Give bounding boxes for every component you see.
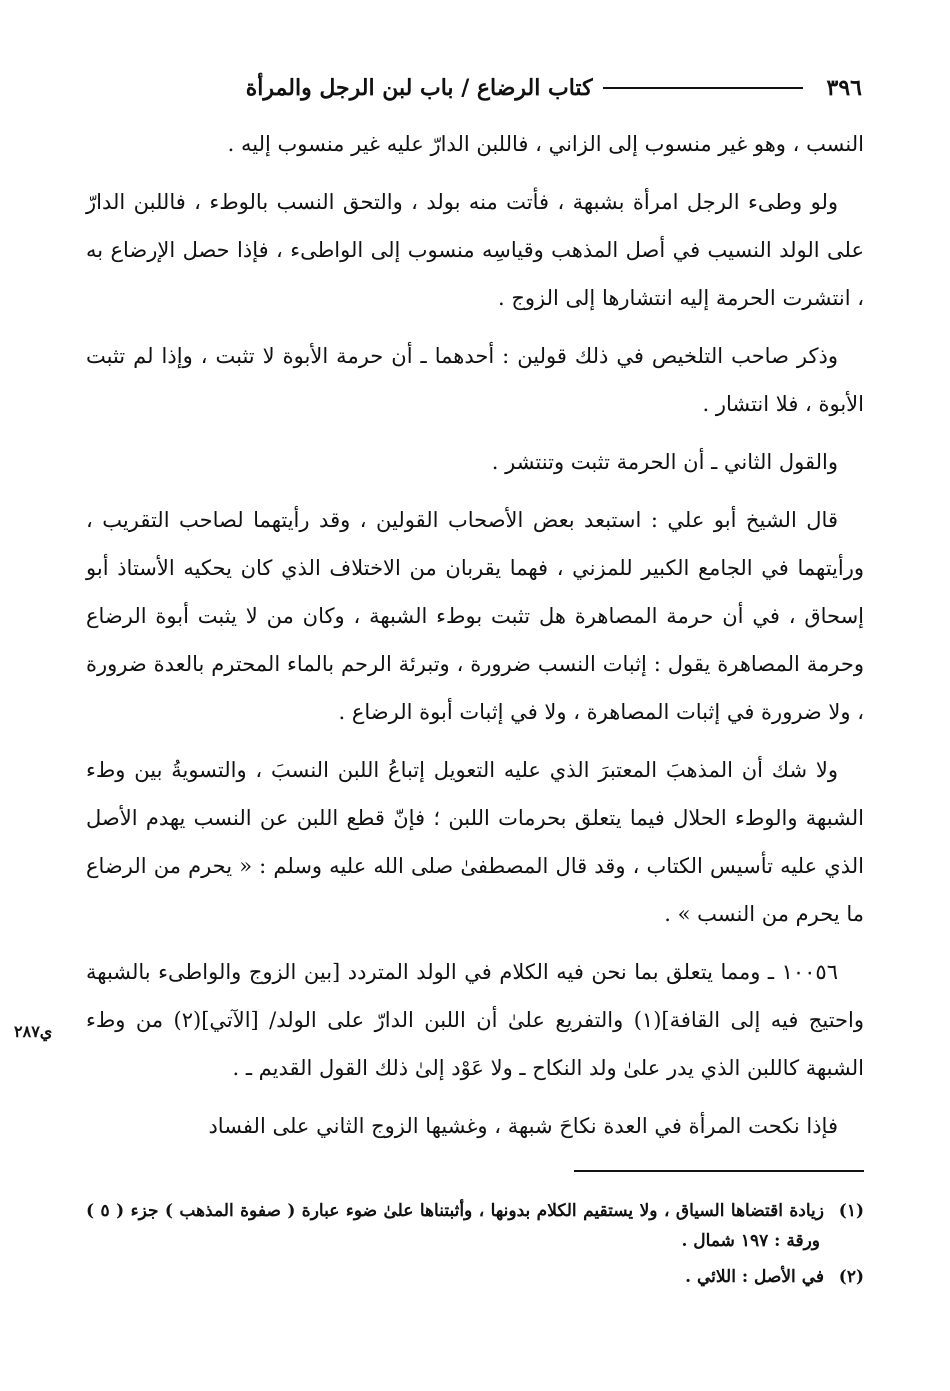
footnote-number: (٢) (838, 1267, 864, 1287)
running-title: كتاب الرضاع / باب لبن الرجل والمرأة (245, 75, 593, 101)
margin-reference: ي٢٨٧ (14, 1022, 53, 1041)
paragraph: والقول الثاني ـ أن الحرمة تثبت وتنتشر . (491, 450, 838, 474)
header-rule (603, 87, 803, 89)
footnote (86, 1196, 864, 1256)
paragraph: وذكر صاحب التلخيص في ذلك قولين : أحدهما ـ أن حرمة الأبوة لا تثبت ، وإذا لم تثبت الأبوة ، فلا انتشار . (86, 344, 864, 416)
page-header (88, 68, 862, 108)
paragraph: ولو وطىء الرجل امرأة بشبهة ، فأتت منه بولد ، والتحق النسب بالوطء ، فاللبن الدارّ على الولد النسيب في أصل المذهب وقياسِه منسوب إلى الواطىء ، فإذا حصل الإرضاع به ، انتشرت الحرمة إليه انتشارها إلى الزوج . (86, 190, 864, 310)
footnote (86, 1262, 864, 1292)
paragraph: قال الشيخ أبو علي : استبعد بعض الأصحاب القولين ، وقد رأيتهما لصاحب التقريب ، ورأيتهما في الجامع الكبير للمزني ، فهما يقربان من الاختلاف الذي كان يحكيه الأستاذ أبو إسحاق ، في أن حرمة المصاهرة هل تثبت بوطء الشبهة ، وكان من لا يثبت أبوة الرضاع وحرمة المصاهرة يقول : إثبات النسب ضرورة ، وتبرئة الرحم بالماء المحترم بالعدة ضرورة ، ولا ضرورة في إثبات المصاهرة ، ولا في إثبات أبوة الرضاع . (86, 508, 864, 724)
footnote-number: (١) (838, 1201, 864, 1221)
page-number: ٣٩٦ (826, 75, 862, 101)
footnote-text: زيادة اقتضاها السياق ، ولا يستقيم الكلام بدونها ، وأثبتناها علىٰ ضوء عبارة ( صفوة المذهب ) جزء ( ٥ ) ورقة : ١٩٧ شمال . (86, 1201, 824, 1251)
paragraph: النسب ، وهو غير منسوب إلى الزاني ، فاللبن الدارّ عليه غير منسوب إليه . (227, 132, 864, 156)
paragraph: ولا شك أن المذهبَ المعتبرَ الذي عليه التعويل إتباعُ اللبن النسبَ ، والتسويةُ بين وطء الشبهة والوطء الحلال فيما يتعلق بحرمات اللبن ؛ فإنّ قطع اللبن عن النسب يهدم الأصل الذي عليه تأسيس الكتاب ، وقد قال المصطفىٰ صلى الله عليه وسلم : « يحرم من الرضاع ما يحرم من النسب » . (86, 758, 864, 926)
paragraph: فإذا نكحت المرأة في العدة نكاحَ شبهة ، وغشيها الزوج الثاني على الفساد (208, 1114, 838, 1138)
footnotes (86, 1196, 864, 1298)
footnote-text: في الأصل : اللائي . (685, 1267, 824, 1287)
paragraph: ١٠٠٥٦ ـ ومما يتعلق بما نحن فيه الكلام في الولد المتردد [بين الزوج والواطىء بالشبهة واحتيج فيه إلى القافة](١) والتفريع علىٰ أن اللبن الدارّ على الولد/ [الآتي](٢) من وطء الشبهة كاللبن الذي يدر علىٰ ولد النكاح ـ ولا عَوْد إلىٰ ذلك القول القديم ـ . (86, 960, 864, 1080)
footnote-separator (574, 1170, 864, 1172)
main-text (86, 120, 864, 1160)
